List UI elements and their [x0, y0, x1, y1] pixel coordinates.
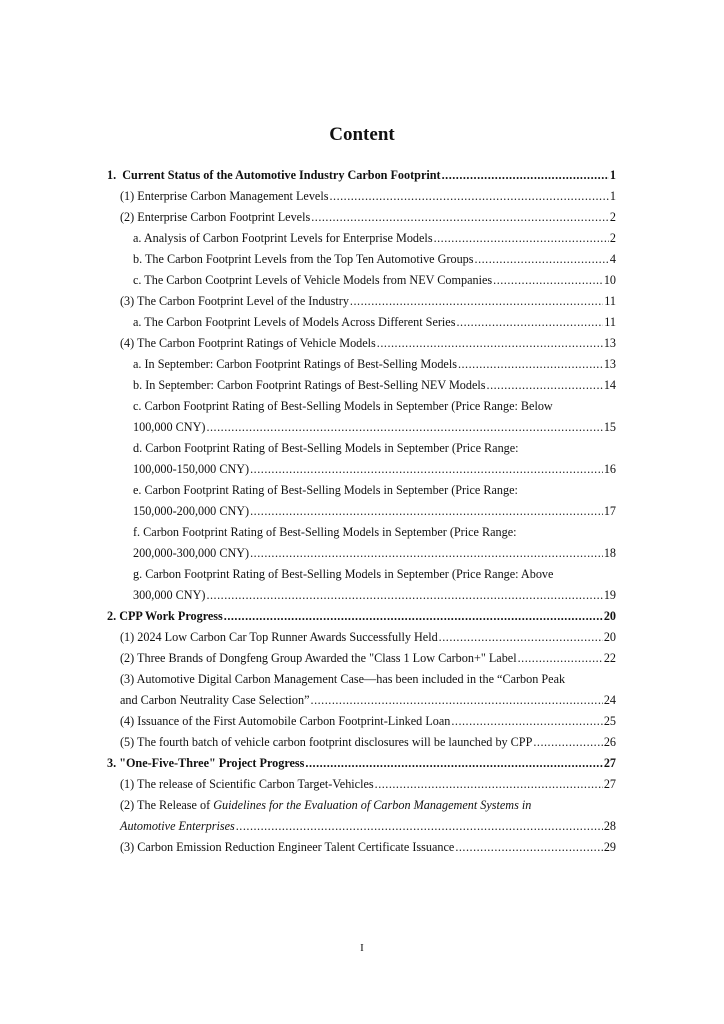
toc-entry[interactable] — [120, 333, 616, 354]
toc-entry[interactable] — [120, 627, 616, 648]
toc-entry-label: c. The Carbon Cootprint Levels of Vehicle Models from NEV Companies — [133, 273, 493, 287]
toc-entry-label-line2: 300,000 CNY) — [133, 588, 206, 602]
toc-leader-dots — [475, 249, 609, 270]
toc-entry[interactable] — [133, 375, 616, 396]
toc-leader-dots — [493, 270, 603, 291]
toc-leader-dots — [533, 732, 602, 753]
toc-leader-dots — [311, 207, 609, 228]
toc-page-number: 17 — [603, 504, 616, 518]
toc-leader-dots — [206, 417, 602, 438]
toc-page-number: 20 — [603, 630, 616, 644]
page-number: I — [360, 942, 364, 954]
toc-entry-label: 3. "One-Five-Three" Project Progress — [107, 756, 305, 770]
toc-page-number: 19 — [603, 588, 616, 602]
toc-entry-label: b. In September: Carbon Footprint Ratings of Best-Selling NEV Models — [133, 378, 486, 392]
toc-entry-label: (4) Issuance of the First Automobile Carbon Footprint-Linked Loan — [120, 714, 451, 728]
toc-leader-dots — [518, 648, 603, 669]
toc-entry[interactable] — [120, 816, 616, 837]
toc-entry[interactable] — [120, 711, 616, 732]
toc-entry-label: a. The Carbon Footprint Levels of Models Across Different Series — [133, 315, 456, 329]
toc-entry[interactable] — [133, 354, 616, 375]
toc-entry[interactable] — [133, 585, 616, 606]
toc-entry[interactable] — [120, 291, 616, 312]
toc-page-number: 1 — [609, 189, 616, 203]
toc-entry-label: a. In September: Carbon Footprint Ratings of Best-Selling Models — [133, 357, 457, 371]
toc-entry[interactable] — [120, 774, 616, 795]
toc-page-number: 11 — [604, 294, 616, 308]
toc-entry-label-line1[interactable]: c. Carbon Footprint Rating of Best-Selling Models in September (Price Range: Below — [133, 399, 553, 413]
toc-leader-dots — [487, 375, 603, 396]
toc-entry-label-line2 — [120, 816, 235, 837]
toc-leader-dots — [451, 711, 602, 732]
toc-entry-label-line2: 200,000-300,000 CNY) — [133, 546, 250, 560]
toc-page-number: 22 — [603, 651, 616, 665]
toc-leader-dots — [442, 165, 609, 186]
toc-entry[interactable] — [120, 837, 616, 858]
toc-leader-dots — [455, 837, 602, 858]
toc-entry[interactable] — [133, 228, 616, 249]
toc-entry-label-line1[interactable]: (3) Automotive Digital Carbon Management Case—has been included in the “Carbon Peak — [120, 672, 566, 686]
toc-entry[interactable] — [120, 690, 616, 711]
toc-page-number: 18 — [603, 546, 616, 560]
toc-leader-dots — [434, 228, 609, 249]
toc-entry-label: (5) The fourth batch of vehicle carbon footprint disclosures will be launched by CPP — [120, 735, 533, 749]
toc-entry-label-line1[interactable]: d. Carbon Footprint Rating of Best-Selling Models in September (Price Range: — [133, 441, 519, 455]
toc-page-number: 27 — [603, 777, 616, 791]
toc-page-number: 13 — [603, 336, 616, 350]
toc-entry-label-line1[interactable]: e. Carbon Footprint Rating of Best-Selling Models in September (Price Range: — [133, 483, 518, 497]
toc-entry-italic-title: Guidelines for the Evaluation of Carbon Management Systems in — [213, 798, 532, 812]
toc-entry[interactable] — [133, 501, 616, 522]
toc-page-number: 2 — [609, 231, 616, 245]
toc-leader-dots — [224, 606, 603, 627]
toc-page-number: 28 — [603, 819, 616, 833]
toc-leader-dots — [456, 312, 603, 333]
toc-page-number: 4 — [609, 252, 616, 266]
toc-entry[interactable] — [133, 249, 616, 270]
toc-entry-prefix: (2) The Release of — [120, 798, 214, 812]
toc-leader-dots — [305, 753, 602, 774]
toc-entry-section-2[interactable] — [107, 606, 616, 627]
toc-entry-label: (2) Three Brands of Dongfeng Group Awarded the "Class 1 Low Carbon+" Label — [120, 651, 517, 665]
toc-entry[interactable] — [133, 312, 616, 333]
toc-entry-label-line1[interactable] — [120, 795, 531, 816]
toc-page-number: 27 — [603, 756, 616, 770]
toc-page-number: 25 — [603, 714, 616, 728]
toc-leader-dots — [250, 543, 603, 564]
toc-entry-label-line2: and Carbon Neutrality Case Selection” — [120, 693, 310, 707]
toc-page-number: 16 — [603, 462, 616, 476]
toc-leader-dots — [458, 354, 603, 375]
toc-entry-label: b. The Carbon Footprint Levels from the Top Ten Automotive Groups — [133, 252, 474, 266]
toc-page-number: 2 — [609, 210, 616, 224]
toc-entry-italic-title: Automotive Enterprises — [120, 819, 235, 833]
toc-page-number: 20 — [603, 609, 616, 623]
toc-entry-label-line2: 100,000-150,000 CNY) — [133, 462, 250, 476]
toc-entry-label: 2. CPP Work Progress — [107, 609, 223, 623]
toc-page-number: 29 — [603, 840, 616, 854]
toc-page-number: 10 — [603, 273, 616, 287]
toc-leader-dots — [350, 291, 603, 312]
toc-entry-label: (1) 2024 Low Carbon Car Top Runner Awards Successfully Held — [120, 630, 438, 644]
toc-leader-dots — [439, 627, 603, 648]
toc-page-number: 14 — [603, 378, 616, 392]
toc-entry-label: (1) The release of Scientific Carbon Target-Vehicles — [120, 777, 374, 791]
toc-leader-dots — [206, 585, 602, 606]
toc-page-number: 15 — [603, 420, 616, 434]
page-title: Content — [329, 124, 395, 145]
toc-page-number: 1 — [609, 168, 616, 182]
toc-leader-dots — [377, 333, 603, 354]
toc-entry[interactable] — [133, 459, 616, 480]
toc-leader-dots — [236, 816, 603, 837]
toc-entry-label: a. Analysis of Carbon Footprint Levels for Enterprise Models — [133, 231, 433, 245]
toc-entry[interactable] — [133, 270, 616, 291]
toc-entry-label: (1) Enterprise Carbon Management Levels — [120, 189, 329, 203]
toc-entry-label-line2: 100,000 CNY) — [133, 420, 206, 434]
toc-entry-label-line1[interactable]: f. Carbon Footprint Rating of Best-Selling Models in September (Price Range: — [133, 525, 517, 539]
toc-entry[interactable] — [120, 207, 616, 228]
toc-entry[interactable] — [133, 417, 616, 438]
toc-entry-label: 1. Current Status of the Automotive Industry Carbon Footprint — [107, 168, 441, 182]
toc-entry[interactable] — [120, 648, 616, 669]
toc-page-number: 26 — [603, 735, 616, 749]
toc-page-number: 13 — [603, 357, 616, 371]
toc-entry-label: (3) The Carbon Footprint Level of the Industry — [120, 294, 349, 308]
toc-leader-dots — [329, 186, 608, 207]
toc-leader-dots — [311, 690, 603, 711]
toc-leader-dots — [250, 459, 603, 480]
toc-entry-label: (3) Carbon Emission Reduction Engineer Talent Certificate Issuance — [120, 840, 455, 854]
toc-entry-label: (2) Enterprise Carbon Footprint Levels — [120, 210, 311, 224]
toc-page-number: 11 — [604, 315, 616, 329]
toc-leader-dots — [375, 774, 603, 795]
toc-leader-dots — [250, 501, 603, 522]
toc-entry-section-1[interactable] — [107, 165, 616, 186]
toc-entry[interactable] — [120, 732, 616, 753]
toc-page-number: 24 — [603, 693, 616, 707]
toc-entry-label-line1[interactable]: g. Carbon Footprint Rating of Best-Selling Models in September (Price Range: Above — [133, 567, 554, 581]
toc-entry[interactable] — [120, 186, 616, 207]
toc-entry-section-3[interactable] — [107, 753, 616, 774]
toc-entry[interactable] — [133, 543, 616, 564]
toc-entry-label-line2: 150,000-200,000 CNY) — [133, 504, 250, 518]
toc-entry-label: (4) The Carbon Footprint Ratings of Vehicle Models — [120, 336, 376, 350]
